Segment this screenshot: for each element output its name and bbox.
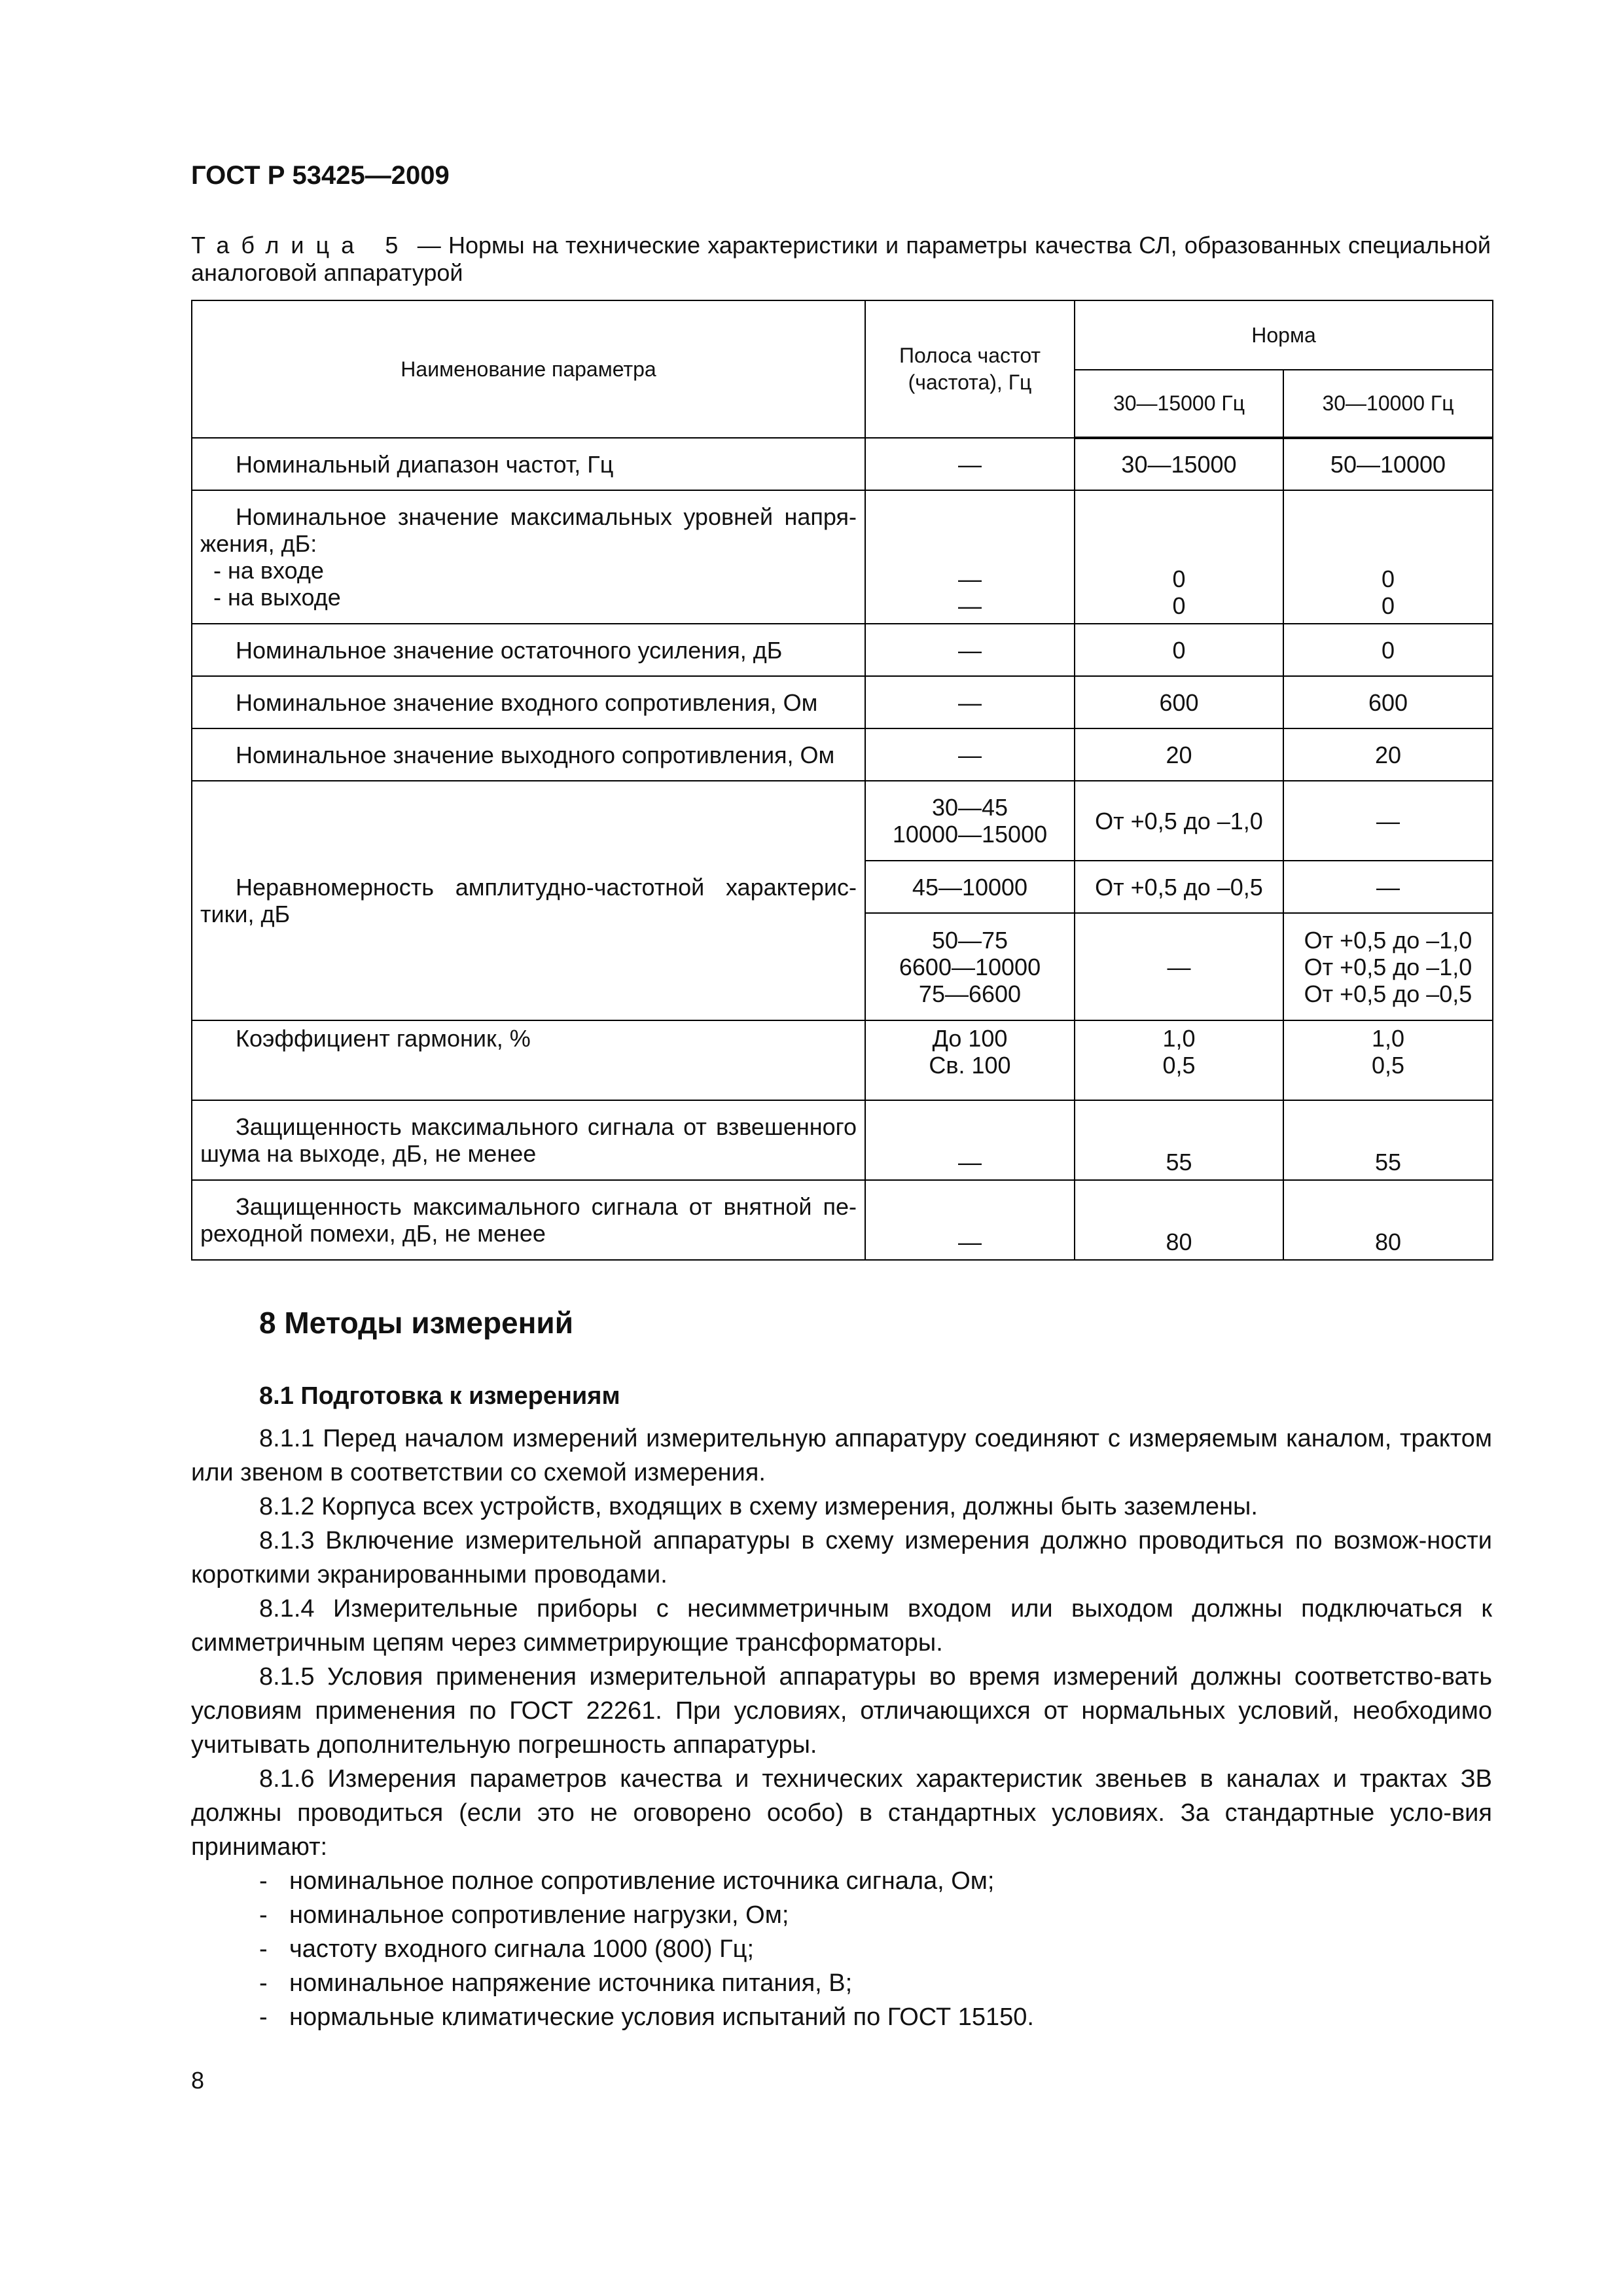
table-row <box>192 1180 1493 1260</box>
row-band: 45—10000 <box>865 861 1075 913</box>
list-bullet: - <box>259 1935 268 1963</box>
row-norm-b: 80 <box>1283 1180 1493 1260</box>
list-item <box>191 1932 1492 1966</box>
row-norm-b-line: От +0,5 до –0,5 <box>1304 980 1472 1007</box>
row-norm-b-line: 0,5 <box>1371 1052 1405 1079</box>
row-band: — <box>865 676 1075 728</box>
row-norm-b: 50—10000 <box>1283 438 1493 490</box>
document-header: ГОСТ Р 53425—2009 <box>191 161 450 190</box>
row-norm-a-output: 0 <box>1172 592 1186 619</box>
list-item <box>191 1966 1492 2000</box>
row-band-line: 6600—10000 <box>899 953 1041 980</box>
row-band: — <box>865 438 1075 490</box>
row-band <box>865 1020 1075 1100</box>
row-norm-a-input: 0 <box>1172 565 1186 592</box>
list-item-text: номинальное полное сопротивление источника сигнала, Ом; <box>289 1867 995 1895</box>
row-param-output: - на выходе <box>213 584 341 611</box>
row-norm-b: — <box>1283 861 1493 913</box>
row-norm-b-line: 1,0 <box>1371 1025 1405 1052</box>
table-caption <box>191 232 1491 287</box>
row-param-title: Номинальное значение максимальных уровней напря-жения, дБ: <box>200 503 857 557</box>
row-band <box>865 490 1075 624</box>
row-norm-a-line: 1,0 <box>1162 1025 1196 1052</box>
row-param-input: - на входе <box>213 557 324 584</box>
row-norm-a-line: 0,5 <box>1162 1052 1196 1079</box>
row-band-output: — <box>958 592 982 619</box>
row-norm-a <box>1075 1020 1283 1100</box>
row-norm-a: 55 <box>1075 1100 1283 1180</box>
paragraph: 8.1.5 Условия применения измерительной аппаратуры во время измерений должны соответство-вать условиям применения по ГОСТ 22261. При условиях, отличающихся от нормальных условий, необходимо учитывать дополнительную погрешность аппаратуры. <box>191 1663 1492 1759</box>
row-band: — <box>865 728 1075 781</box>
row-param: Номинальное значение входного сопротивления, Ом <box>192 676 865 728</box>
body-text <box>191 1422 1492 2034</box>
page-number: 8 <box>191 2067 205 2094</box>
row-norm-a: 600 <box>1075 676 1283 728</box>
row-param <box>192 490 865 624</box>
subsection-title: 8.1 Подготовка к измерениям <box>259 1382 620 1410</box>
list-item <box>191 1898 1492 1932</box>
paragraph: 8.1.6 Измерения параметров качества и технических характеристик звеньев в каналах и трактах ЗВ должны проводиться (если это не оговорено особо) в стандартных условиях. За стандартные усло-вия принимают: <box>191 1765 1492 1861</box>
list-item-text: номинальное напряжение источника питания, В; <box>289 1969 853 1997</box>
header-param: Наименование параметра <box>192 300 865 438</box>
list-item <box>191 1864 1492 1898</box>
list-item-text: частоту входного сигнала 1000 (800) Гц; <box>289 1935 754 1963</box>
table-caption-label: Таблица 5 <box>191 232 410 259</box>
row-param: Защищенность максимального сигнала от взвешенного шума на выходе, дБ, не менее <box>192 1100 865 1180</box>
row-norm-b-input: 0 <box>1381 565 1395 592</box>
row-norm-a: 0 <box>1075 624 1283 676</box>
section-title: 8 Методы измерений <box>259 1306 573 1340</box>
row-norm-b <box>1283 913 1493 1020</box>
row-norm-a: От +0,5 до –1,0 <box>1075 781 1283 861</box>
row-param: Защищенность максимального сигнала от внятной пе-реходной помехи, дБ, не менее <box>192 1180 865 1260</box>
list-bullet: - <box>259 1901 268 1929</box>
table-row <box>192 1100 1493 1180</box>
table-row <box>192 728 1493 781</box>
row-norm-a: 30—15000 <box>1075 438 1283 490</box>
row-norm-a: — <box>1075 913 1283 1020</box>
row-norm-a: От +0,5 до –0,5 <box>1075 861 1283 913</box>
row-band: — <box>865 624 1075 676</box>
list-bullet: - <box>259 2003 268 2031</box>
list-item-text: номинальное сопротивление нагрузки, Ом; <box>289 1901 789 1929</box>
norms-table <box>191 300 1493 1261</box>
row-band-line: 10000—15000 <box>892 821 1048 848</box>
header-band: Полоса частот (частота), Гц <box>865 300 1075 438</box>
row-norm-a: 80 <box>1075 1180 1283 1260</box>
row-band-line: 30—45 <box>931 794 1008 821</box>
list-item <box>191 2000 1492 2034</box>
table-caption-text: — Нормы на технические характеристики и параметры качества СЛ, образованных специальной аналоговой аппаратурой <box>191 232 1491 286</box>
row-band <box>865 781 1075 861</box>
row-band: — <box>865 1100 1075 1180</box>
paragraph: 8.1.2 Корпуса всех устройств, входящих в схему измерения, должны быть заземлены. <box>259 1493 1258 1520</box>
row-param: Коэффициент гармоник, % <box>192 1020 865 1100</box>
row-band: — <box>865 1180 1075 1260</box>
row-norm-a: 20 <box>1075 728 1283 781</box>
row-band-line: До 100 <box>932 1025 1008 1052</box>
row-param: Неравномерность амплитудно-частотной характерис-тики, дБ <box>192 781 865 1020</box>
table-row <box>192 1020 1493 1100</box>
row-band-line: 75—6600 <box>918 980 1022 1007</box>
table-row <box>192 624 1493 676</box>
table-row <box>192 438 1493 490</box>
row-norm-b-line: От +0,5 до –1,0 <box>1304 926 1472 954</box>
header-norm: Норма <box>1075 300 1493 370</box>
row-norm-b: 55 <box>1283 1100 1493 1180</box>
header-norm-b: 30—10000 Гц <box>1283 370 1493 438</box>
row-norm-b: 600 <box>1283 676 1493 728</box>
row-band-line: 50—75 <box>931 926 1008 954</box>
row-norm-b: — <box>1283 781 1493 861</box>
row-band-input: — <box>958 565 982 592</box>
table-row <box>192 781 1493 861</box>
row-norm-b: 20 <box>1283 728 1493 781</box>
table-row <box>192 490 1493 624</box>
row-norm-b <box>1283 1020 1493 1100</box>
paragraph: 8.1.3 Включение измерительной аппаратуры в схему измерения должно проводиться по возмож-ности короткими экранированными проводами. <box>191 1527 1492 1588</box>
paragraph: 8.1.4 Измерительные приборы с несимметричным входом или выходом должны подключаться к симметричным цепям через симметрирующие трансформаторы. <box>191 1595 1492 1657</box>
row-norm-b-line: От +0,5 до –1,0 <box>1304 953 1472 980</box>
row-norm-b <box>1283 490 1493 624</box>
list-item-text: нормальные климатические условия испытаний по ГОСТ 15150. <box>289 2003 1034 2031</box>
row-band-line: Св. 100 <box>929 1052 1011 1079</box>
list-bullet: - <box>259 1969 268 1997</box>
row-norm-b-output: 0 <box>1381 592 1395 619</box>
row-norm-b: 0 <box>1283 624 1493 676</box>
list-bullet: - <box>259 1867 268 1895</box>
row-param: Номинальное значение выходного сопротивления, Ом <box>192 728 865 781</box>
table-row <box>192 676 1493 728</box>
row-band <box>865 913 1075 1020</box>
conditions-list <box>191 1864 1492 2034</box>
row-param: Номинальное значение остаточного усиления, дБ <box>192 624 865 676</box>
row-norm-a <box>1075 490 1283 624</box>
header-norm-a: 30—15000 Гц <box>1075 370 1283 438</box>
paragraph: 8.1.1 Перед началом измерений измерительную аппаратуру соединяют с измеряемым каналом, трактом или звеном в соответствии со схемой измерения. <box>191 1425 1492 1486</box>
row-param: Номинальный диапазон частот, Гц <box>192 438 865 490</box>
